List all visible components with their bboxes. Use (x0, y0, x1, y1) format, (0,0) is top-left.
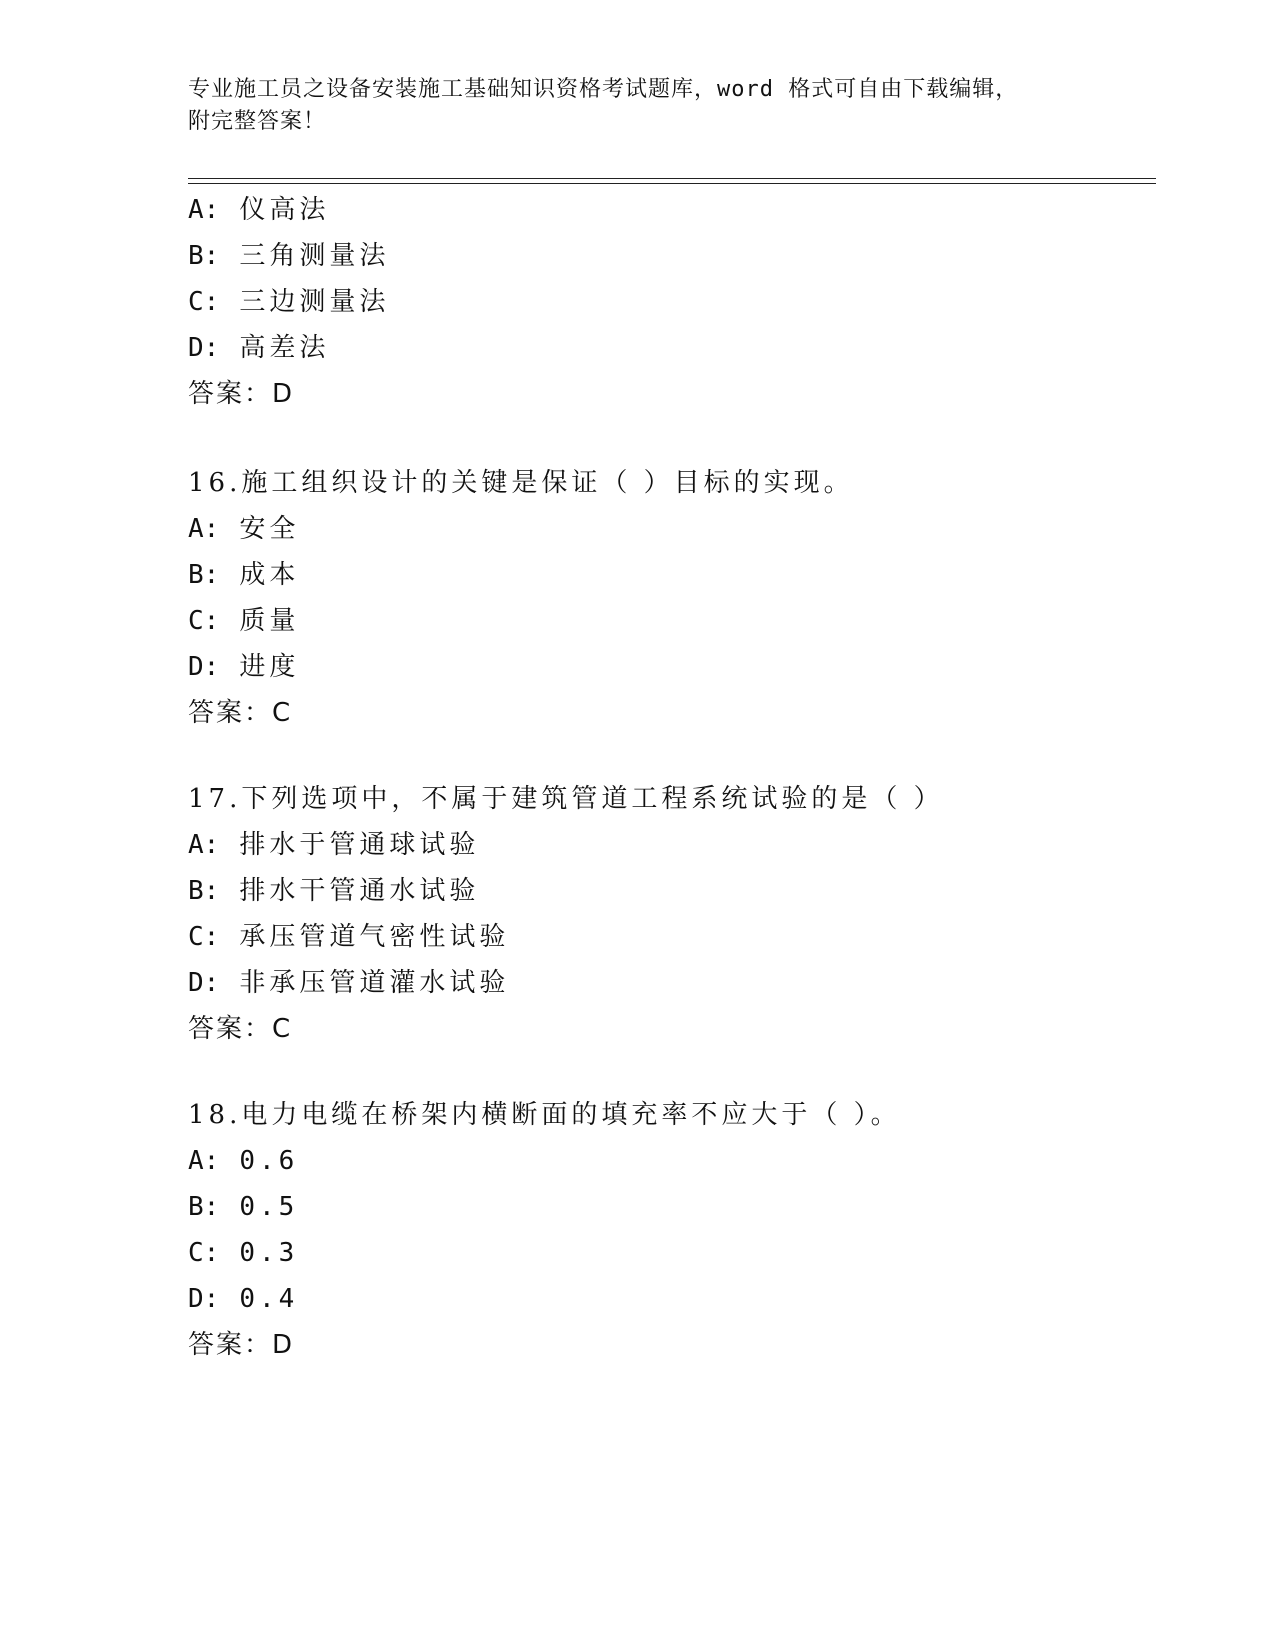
question-stem: 16.施工组织设计的关键是保证（ ）目标的实现。 (188, 468, 854, 498)
option-a: A: 安全 (188, 514, 300, 544)
option-c: C: 三边测量法 (188, 287, 390, 317)
header-divider-top (188, 178, 1156, 179)
question-18 (188, 1092, 1148, 1368)
option-a: A: 排水于管通球试验 (188, 830, 480, 860)
document-header (188, 74, 1068, 138)
option-c: C: 0.3 (188, 1238, 299, 1268)
option-b: B: 0.5 (188, 1192, 299, 1222)
option-a: A: 0.6 (188, 1146, 299, 1176)
option-b: B: 排水干管通水试验 (188, 876, 480, 906)
answer: 答案：C (188, 1014, 293, 1044)
answer: 答案：D (188, 379, 295, 409)
question-16 (188, 460, 1148, 736)
header-line-1: 专业施工员之设备安装施工基础知识资格考试题库，word 格式可自由下载编辑， (188, 77, 1019, 102)
option-c: C: 承压管道气密性试验 (188, 922, 510, 952)
option-d: D: 进度 (188, 652, 300, 682)
option-d: D: 0.4 (188, 1284, 299, 1314)
answer: 答案：C (188, 698, 293, 728)
option-c: C: 质量 (188, 606, 300, 636)
option-b: B: 成本 (188, 560, 300, 590)
option-d: D: 高差法 (188, 333, 330, 363)
question-stem: 18.电力电缆在桥架内横断面的填充率不应大于（ ）。 (188, 1100, 901, 1130)
question-17 (188, 776, 1148, 1052)
header-divider-bottom (188, 183, 1156, 184)
option-b: B: 三角测量法 (188, 241, 390, 271)
answer: 答案：D (188, 1330, 295, 1360)
option-a: A: 仪高法 (188, 195, 330, 225)
header-line-2: 附完整答案！ (188, 109, 327, 134)
option-d: D: 非承压管道灌水试验 (188, 968, 510, 998)
question-15 (188, 187, 1148, 417)
question-stem: 17.下列选项中，不属于建筑管道工程系统试验的是（ ） (188, 784, 944, 814)
